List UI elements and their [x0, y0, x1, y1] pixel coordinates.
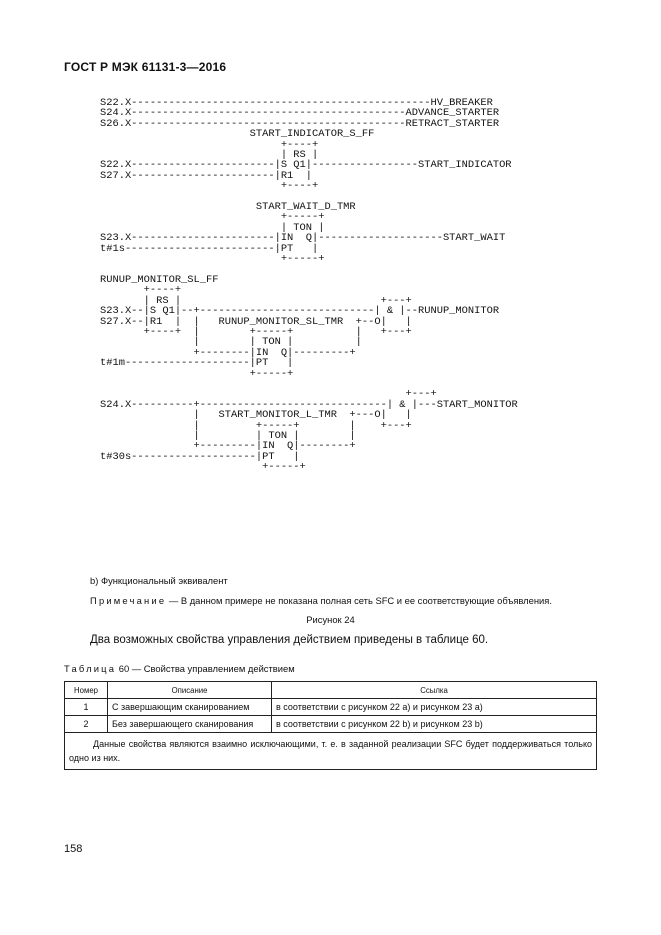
cell-number: 1 [65, 699, 108, 716]
header-description: Описание [108, 682, 272, 699]
diagram-line: S24.X--------------------------------------------ADVANCE_STARTER [100, 107, 500, 120]
figure-note [90, 595, 552, 606]
diagram-line: | RS | +---+ [143, 294, 412, 307]
figure-caption: Рисунок 24 [306, 614, 355, 625]
note-text: — В данном примере не показана полная сеть SFC и ее соответствующие объявления. [166, 595, 552, 606]
cell-number: 2 [65, 716, 108, 733]
diagram-line: t#30s--------------------|PT | [100, 450, 300, 463]
header-reference: Ссылка [272, 682, 597, 699]
header-number: Номер [65, 682, 108, 699]
diagram-line: +-----+ [280, 211, 325, 224]
table-caption [64, 663, 295, 674]
diagram-line: +--------|IN Q|---------+ [193, 346, 356, 359]
diagram-line: +----+ | +-----+ | +---+ [143, 325, 412, 338]
table-row [65, 699, 597, 716]
diagram-line: S27.X-----------------------|R1 | [100, 169, 313, 182]
diagram-line: +----+ [280, 180, 319, 193]
diagram-line: | RS | [280, 149, 319, 162]
diagram-line: START_INDICATOR_S_FF [249, 128, 375, 141]
diagram-line: START_WAIT_D_TMR [255, 201, 356, 214]
diagram-line: +-----+ [262, 461, 306, 474]
table-label: Таблица [64, 663, 117, 674]
diagram-line: S23.X-----------------------|IN Q|--------------------START_WAIT [100, 232, 506, 245]
table-note-row [65, 733, 597, 770]
diagram-line: S22.X-----------------------|S Q1|-----------------START_INDICATOR [100, 159, 512, 172]
cell-reference: в соответствии с рисунком 22 а) и рисунком 23 а) [272, 699, 597, 716]
diagram-line: +---------|IN Q|--------+ [193, 440, 356, 453]
table-row [65, 716, 597, 733]
diagram-line: S23.X--|S Q1|--+----------------------------| & |--RUNUP_MONITOR [100, 305, 500, 318]
diagram-line: +----+ [143, 284, 182, 297]
table-note: Данные свойства являются взаимно исключающими, т. е. в заданной реализации SFC будет поддерживаться только одно из них. [65, 733, 597, 770]
page-number: 158 [64, 843, 83, 855]
diagram-line: t#1s------------------------|PT | [100, 242, 319, 255]
table-caption-text: 60 — Свойства управлением действием [116, 663, 295, 674]
cell-description: Без завершающего сканирования [108, 716, 272, 733]
diagram-line: | TON | [280, 221, 325, 234]
diagram-line: +----+ [280, 138, 319, 151]
document-header: ГОСТ Р МЭК 61131-3—2016 [64, 60, 227, 74]
cell-description: С завершающим сканированием [108, 699, 272, 716]
diagram-line: +-----+ [249, 367, 294, 380]
diagram-line: +-----+ [280, 253, 325, 266]
diagram-line: RUNUP_MONITOR_SL_FF [100, 273, 219, 286]
note-label: Примечание [90, 595, 167, 606]
body-paragraph: Два возможных свойства управления действием приведены в таблице 60. [90, 634, 489, 646]
table-60 [64, 681, 597, 770]
table-header-row [65, 682, 597, 699]
diagram-line: | | TON | | [193, 336, 362, 349]
diagram-line: S26.X--------------------------------------------RETRACT_STARTER [100, 117, 500, 130]
diagram-line: +---+ [405, 388, 437, 401]
diagram-line: S22.X------------------------------------------------HV_BREAKER [100, 97, 493, 109]
diagram-line: | START_MONITOR_L_TMR +---O| | [193, 409, 412, 422]
diagram-line: | | TON | | [193, 430, 356, 442]
subfigure-caption: b) Функциональный эквивалент [90, 575, 228, 586]
sfc-functional-diagram [100, 98, 518, 473]
diagram-line: | +-----+ | +---+ [193, 419, 412, 432]
cell-reference: в соответствии с рисунком 22 b) и рисунком 23 b) [272, 716, 597, 733]
diagram-line: S27.X--|R1 | | RUNUP_MONITOR_SL_TMR +--O| | [100, 315, 412, 328]
diagram-line: t#1m--------------------|PT | [100, 357, 294, 370]
diagram-line: S24.X----------+------------------------------| & |---START_MONITOR [100, 398, 518, 411]
